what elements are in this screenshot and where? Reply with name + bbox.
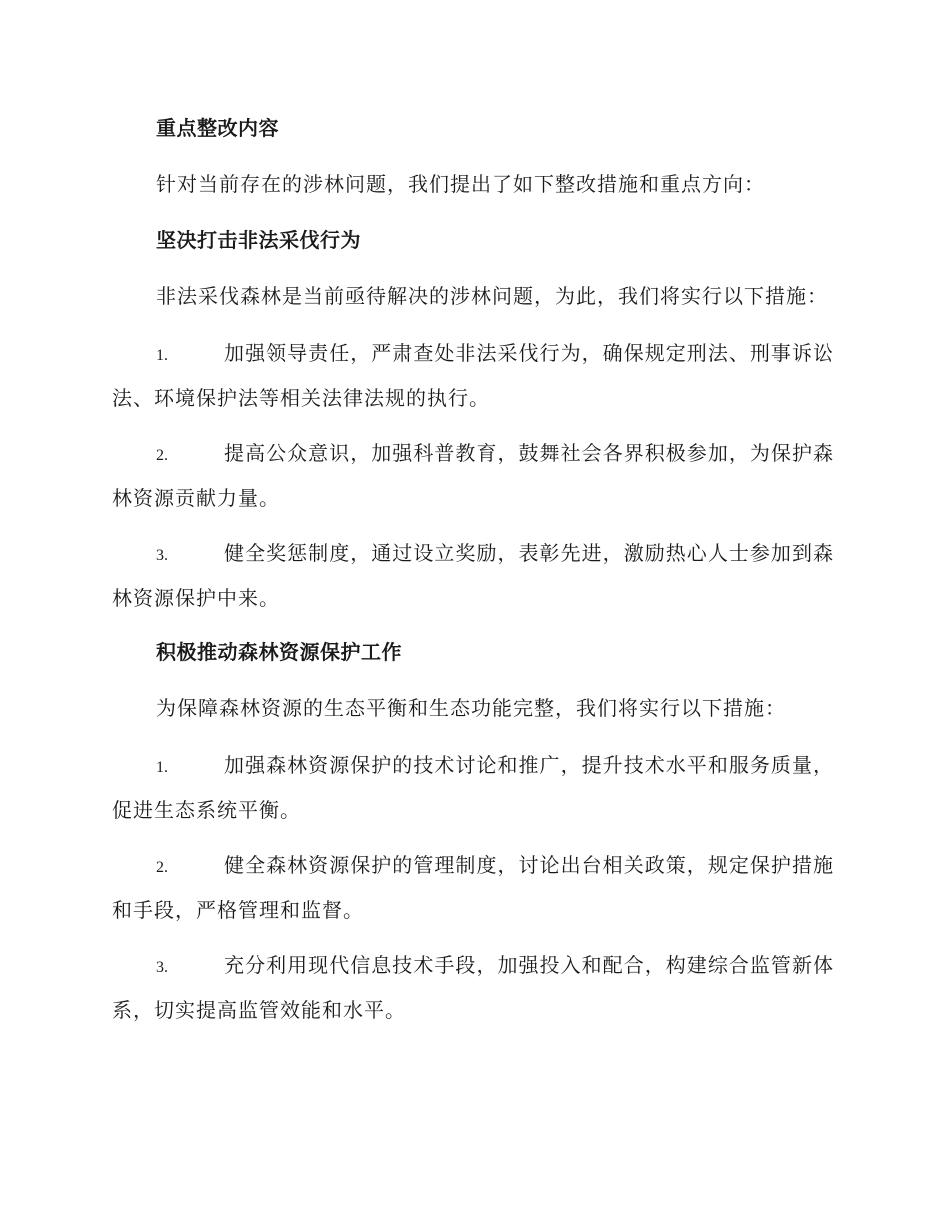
list-item [112, 744, 834, 831]
list-item-text: 健全森林资源保护的管理制度，讨论出台相关政策，规定保护措施和手段，严格管理和监督。 [112, 853, 834, 922]
list-item [112, 432, 834, 519]
list-item [112, 532, 834, 619]
list-item [112, 332, 834, 419]
section-intro: 非法采伐森林是当前亟待解决的涉林问题，为此，我们将实行以下措施： [156, 284, 828, 308]
document-page [112, 108, 834, 1044]
list-item-text: 提高公众意识，加强科普教育，鼓舞社会各界积极参加，为保护森林资源贡献力量。 [112, 441, 834, 510]
list-item-text: 充分利用现代信息技术手段，加强投入和配合，构建综合监管新体系，切实提高监管效能和水平。 [112, 953, 834, 1022]
section-heading: 重点整改内容 [156, 116, 279, 140]
list-item-text: 健全奖惩制度，通过设立奖励，表彰先进，激励热心人士参加到森林资源保护中来。 [112, 541, 834, 610]
list-item [112, 844, 834, 931]
section-intro: 针对当前存在的涉林问题，我们提出了如下整改措施和重点方向： [156, 172, 765, 196]
list-item-number: 1. [156, 347, 168, 364]
list-item-number: 2. [156, 859, 168, 876]
list-item-number: 3. [156, 959, 168, 976]
section-heading: 积极推动森林资源保护工作 [156, 640, 402, 664]
list-item-number: 3. [156, 547, 168, 564]
list-item-text: 加强领导责任，严肃查处非法采伐行为，确保规定刑法、刑事诉讼法、环境保护法等相关法律法规的执行。 [112, 341, 834, 410]
list-item-number: 1. [156, 759, 168, 776]
list-item [112, 944, 834, 1031]
section-heading: 坚决打击非法采伐行为 [156, 228, 361, 252]
list-item-text: 加强森林资源保护的技术讨论和推广，提升技术水平和服务质量，促进生态系统平衡。 [112, 753, 834, 822]
section-intro: 为保障森林资源的生态平衡和生态功能完整，我们将实行以下措施： [156, 696, 786, 720]
list-item-number: 2. [156, 447, 168, 464]
